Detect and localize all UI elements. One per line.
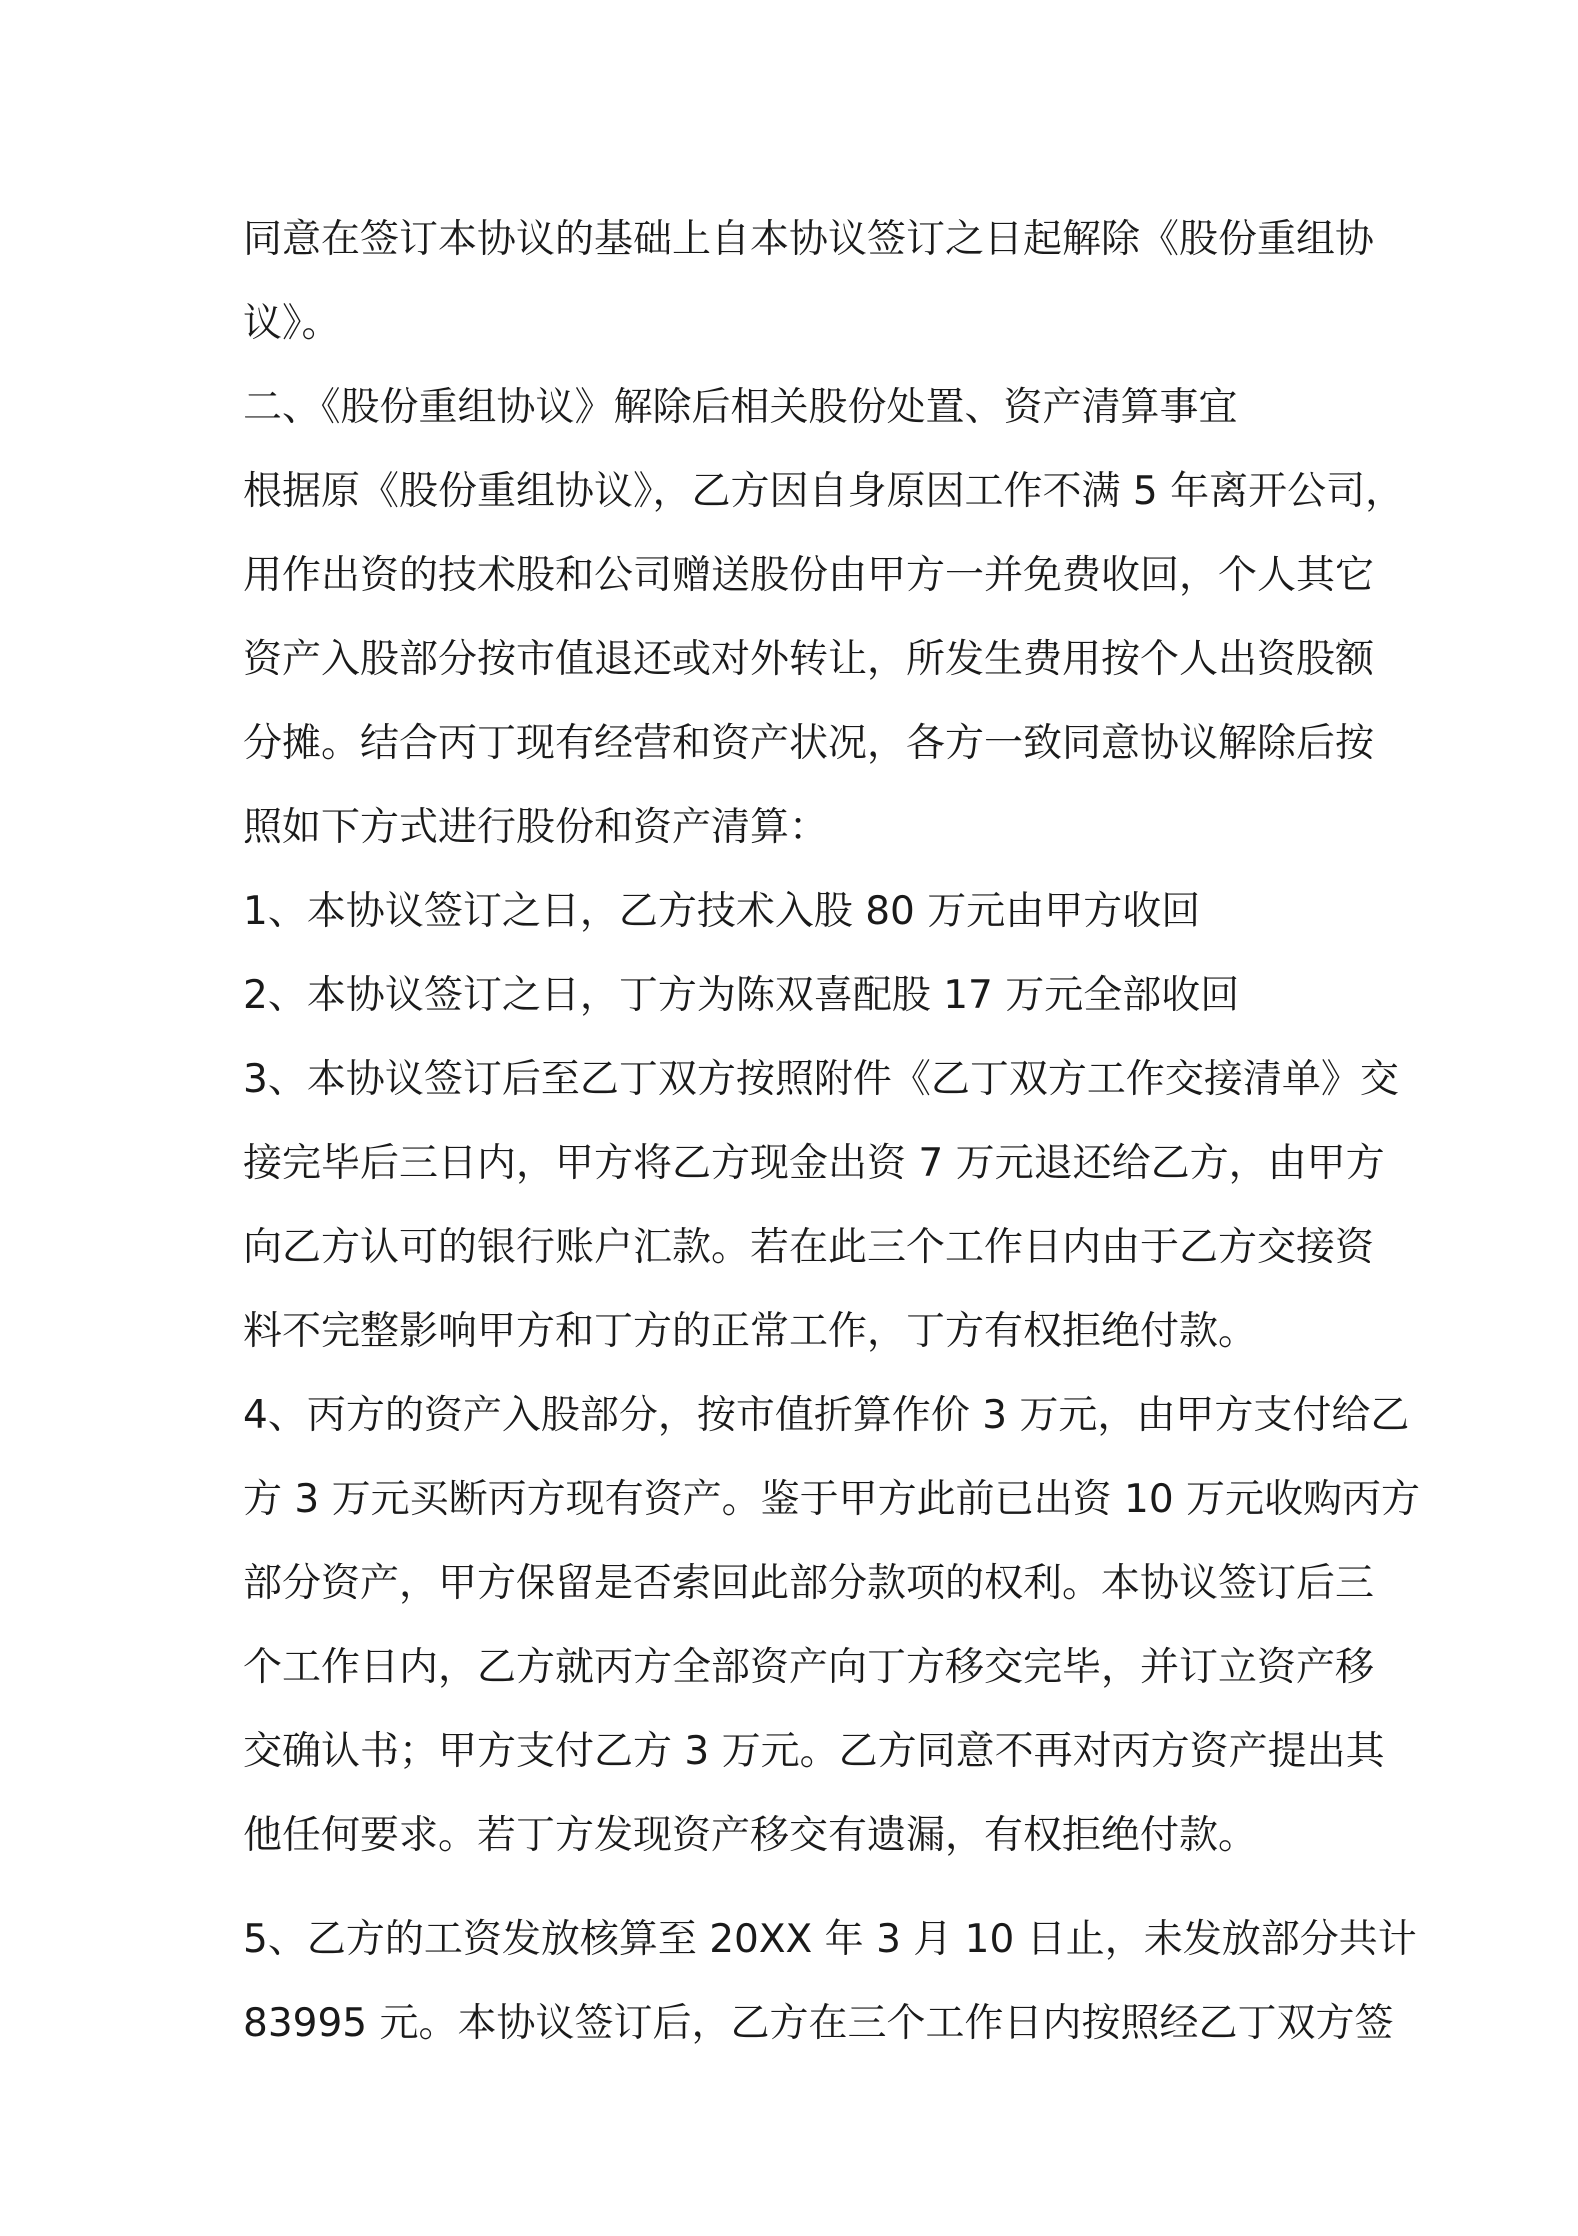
document-body (243, 198, 1421, 2066)
paragraph-line: 他任何要求。若丁方发现资产移交有遗漏，有权拒绝付款。 (243, 1813, 1258, 1858)
paragraph-line: 根据原《股份重组协议》，乙方因自身原因工作不满 5 年离开公司， (243, 469, 1405, 514)
paragraph-line: 资产入股部分按市值退还或对外转让，所发生费用按个人出资股额 (243, 637, 1375, 682)
paragraph-line: 料不完整影响甲方和丁方的正常工作，丁方有权拒绝付款。 (243, 1309, 1258, 1354)
list-item: 1、本协议签订之日，乙方技术入股 80 万元由甲方收回 (243, 889, 1201, 934)
section-heading: 二、《股份重组协议》解除后相关股份处置、资产清算事宜 (243, 385, 1238, 430)
list-item: 4、丙方的资产入股部分，按市值折算作价 3 万元，由甲方支付给乙 (243, 1393, 1410, 1438)
paragraph-line: 个工作日内，乙方就丙方全部资产向丁方移交完毕，并订立资产移 (243, 1645, 1375, 1690)
list-item: 2、本协议签订之日，丁方为陈双喜配股 17 万元全部收回 (243, 973, 1240, 1018)
list-item: 3、本协议签订后至乙丁双方按照附件《乙丁双方工作交接清单》交 (243, 1057, 1399, 1102)
paragraph-gap (243, 1878, 1353, 1898)
paragraph-line: 部分资产，甲方保留是否索回此部分款项的权利。本协议签订后三 (243, 1561, 1375, 1606)
paragraph-line: 83995 元。本协议签订后，乙方在三个工作日内按照经乙丁双方签 (243, 2001, 1394, 2046)
paragraph-line: 向乙方认可的银行账户汇款。若在此三个工作日内由于乙方交接资 (243, 1225, 1375, 1270)
paragraph-line: 交确认书；甲方支付乙方 3 万元。乙方同意不再对丙方资产提出其 (243, 1729, 1385, 1774)
list-item: 5、乙方的工资发放核算至 20XX 年 3 月 10 日止，未发放部分共计 (243, 1917, 1417, 1962)
paragraph-line: 照如下方式进行股份和资产清算： (243, 805, 829, 850)
paragraph-line: 接完毕后三日内，甲方将乙方现金出资 7 万元退还给乙方，由甲方 (243, 1141, 1385, 1186)
paragraph-line: 用作出资的技术股和公司赠送股份由甲方一并免费收回，个人其它 (243, 553, 1375, 598)
paragraph-line: 议》。 (243, 301, 341, 346)
paragraph-line: 方 3 万元买断丙方现有资产。鉴于甲方此前已出资 10 万元收购丙方 (243, 1477, 1421, 1522)
paragraph-line: 分摊。结合丙丁现有经营和资产状况，各方一致同意协议解除后按 (243, 721, 1375, 766)
paragraph-line: 同意在签订本协议的基础上自本协议签订之日起解除《股份重组协 (243, 217, 1375, 262)
